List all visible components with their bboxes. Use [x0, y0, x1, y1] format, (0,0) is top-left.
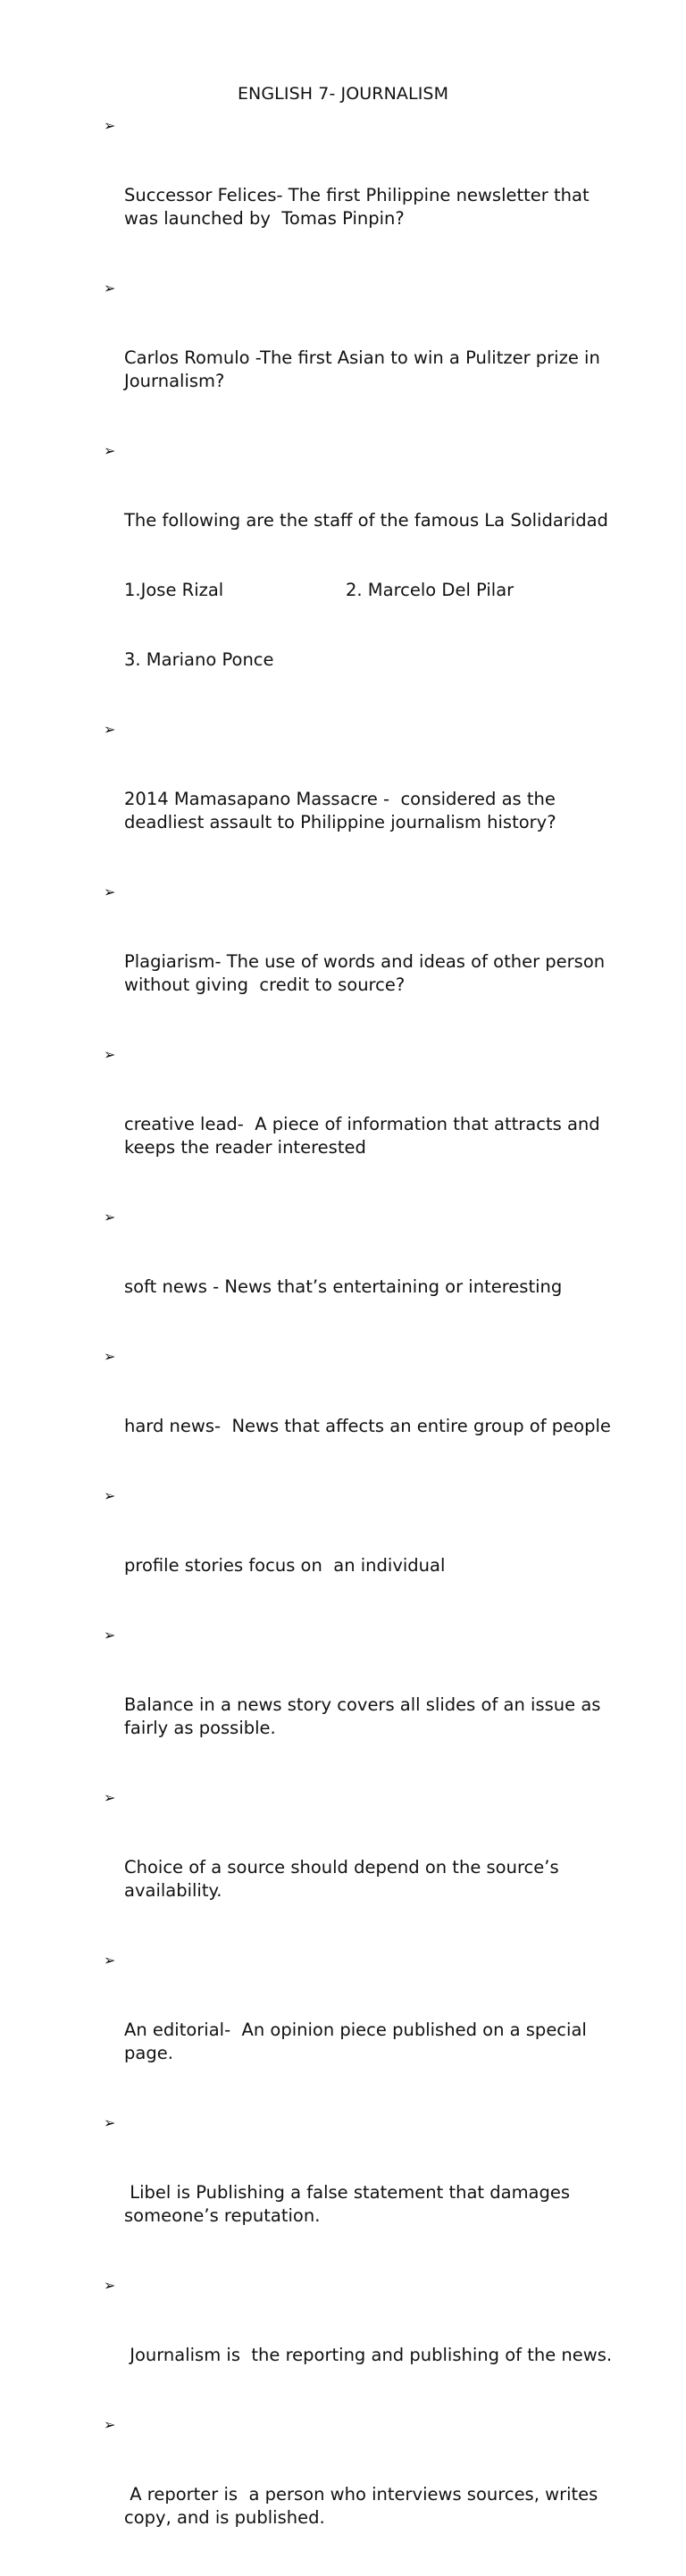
- arrow-bullet-icon: ➢: [104, 1952, 116, 1969]
- arrow-bullet-icon: ➢: [104, 117, 116, 134]
- list-item: [104, 1206, 622, 1345]
- item-text: creative lead- A piece of information that attracts and keeps the reader interested: [124, 1114, 606, 1158]
- staff-row: [124, 648, 622, 672]
- item-text: An editorial- An opinion piece published on a special page.: [124, 2020, 593, 2063]
- staff-member-3: 3. Mariano Ponce: [124, 649, 274, 670]
- list-item: [104, 439, 622, 718]
- arrow-bullet-icon: ➢: [104, 1209, 116, 1225]
- list-item: [104, 1043, 622, 1206]
- arrow-bullet-icon: ➢: [104, 1046, 116, 1063]
- arrow-bullet-icon: ➢: [104, 1487, 116, 1504]
- list-item: [104, 1624, 622, 1786]
- arrow-bullet-icon: ➢: [104, 1348, 116, 1365]
- question-list: [104, 114, 622, 2576]
- arrow-bullet-icon: ➢: [104, 280, 116, 297]
- item-text: Choice of a source should depend on the source’s availability.: [124, 1857, 565, 1901]
- list-item: [104, 2274, 622, 2413]
- list-item: [104, 1345, 622, 1485]
- item-text: The following are the staff of the famous La Solidaridad: [124, 510, 608, 531]
- list-item: [104, 2413, 622, 2576]
- list-item: [104, 114, 622, 277]
- staff-member-1: 1.Jose Rizal: [124, 580, 224, 600]
- item-text: Plagiarism- The use of words and ideas of other person without giving credit to source?: [124, 951, 611, 995]
- list-item: [104, 1949, 622, 2112]
- item-text: soft news - News that’s entertaining or interesting: [124, 1276, 563, 1297]
- list-item: [104, 2112, 622, 2274]
- item-text: Successor Felices- The first Philippine newsletter that was launched by Tomas Pinpin?: [124, 185, 595, 229]
- document-title: ENGLISH 7- JOURNALISM: [237, 84, 449, 104]
- item-text: Libel is Publishing a false statement that damages someone’s reputation.: [124, 2182, 576, 2226]
- item-text: profile stories focus on an individual: [124, 1555, 446, 1576]
- item-text: 2014 Mamasapano Massacre - considered as the deadliest assault to Philippine journalism history?: [124, 789, 562, 832]
- list-item: [104, 277, 622, 439]
- item-text: Balance in a news story covers all slides of an issue as fairly as possible.: [124, 1694, 607, 1738]
- arrow-bullet-icon: ➢: [104, 1789, 116, 1806]
- arrow-bullet-icon: ➢: [104, 2277, 116, 2294]
- list-item: [104, 718, 622, 881]
- arrow-bullet-icon: ➢: [104, 883, 116, 900]
- arrow-bullet-icon: ➢: [104, 1627, 116, 1643]
- item-text: Journalism is the reporting and publishing of the news.: [124, 2345, 613, 2365]
- item-text: hard news- News that affects an entire group of people: [124, 1416, 611, 1436]
- arrow-bullet-icon: ➢: [104, 721, 116, 738]
- item-text: Carlos Romulo -The first Asian to win a Pulitzer prize in Journalism?: [124, 347, 607, 391]
- arrow-bullet-icon: ➢: [104, 2114, 116, 2131]
- staff-member-2: 2. Marcelo Del Pilar: [346, 580, 514, 600]
- list-item: [104, 1485, 622, 1624]
- list-item: [104, 1786, 622, 1949]
- arrow-bullet-icon: ➢: [104, 2416, 116, 2433]
- list-item: [104, 881, 622, 1043]
- staff-row: [124, 579, 622, 602]
- item-text: A reporter is a person who interviews sources, writes copy, and is published.: [124, 2484, 604, 2528]
- arrow-bullet-icon: ➢: [104, 442, 116, 459]
